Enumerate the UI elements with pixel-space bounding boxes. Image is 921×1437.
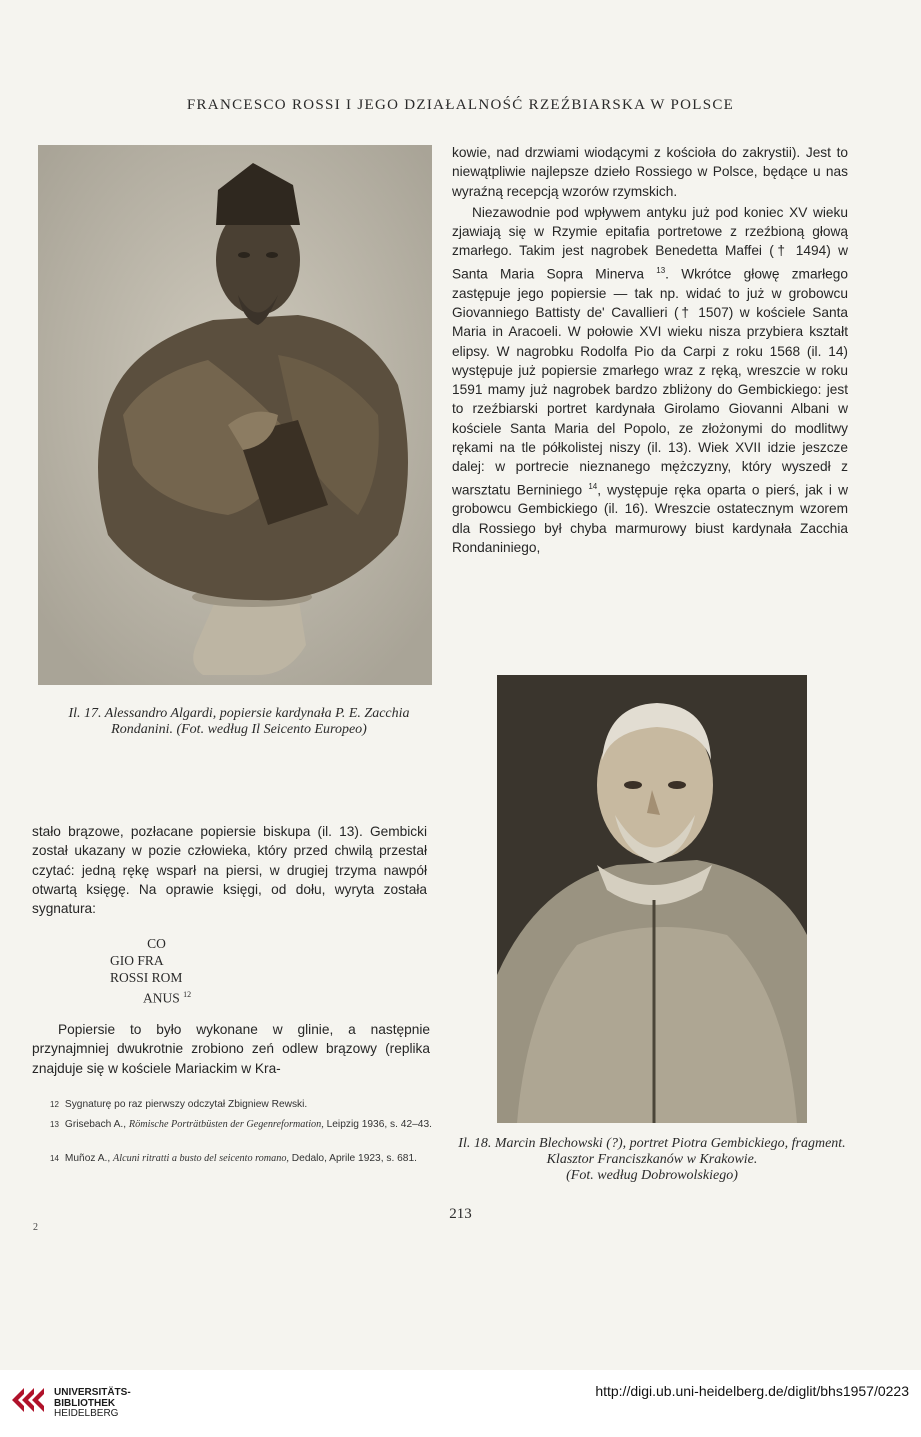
footnote-ref-14[interactable]: 14 <box>588 481 598 491</box>
signature-inscription: CO GIO FRA ROSSI ROM ANUS $^{12}$ <box>110 936 192 1006</box>
running-title: FRANCESCO ROSSI I JEGO DZIAŁALNOŚĆ RZEŹBIARSKA W POLSCE <box>186 97 735 113</box>
source-url-link[interactable]: http://digi.ub.uni-heidelberg.de/diglit/bhs1957/0223 <box>595 1383 909 1399</box>
page-number: 213 <box>449 1206 472 1222</box>
figure-18-caption: Il. 18. Marcin Blechowski (?), portret Piotra Gembickiego, fragment. Klasztor Franciszkanów w Krakowie. (Fot. według Dobrowolskiego) <box>458 1136 846 1183</box>
left-column-text <box>32 822 427 918</box>
footer-bar <box>0 1370 921 1437</box>
right-column-text <box>452 143 848 557</box>
footnote-13: 13 Grisebach A., Römische Porträtbüsten der Gegenreformation, Leipzig 1936, s. 42–43. <box>50 1119 432 1130</box>
footnote-ref-13[interactable]: 13 <box>656 265 666 275</box>
footnote-14: 14 Muñoz A., Alcuni ritratti a busto del seicento romano, Dedalo, Aprile 1923, s. 681. <box>50 1153 417 1164</box>
footnote-12: 12 Sygnaturę po raz pierwszy odczytał Zbigniew Rewski. <box>50 1099 308 1110</box>
library-name[interactable]: UNIVERSITÄTS- BIBLIOTHEK HEIDELBERG <box>54 1387 131 1419</box>
footnote-ref-12[interactable]: 12 <box>183 990 192 999</box>
right-paragraph-1: kowie, nad drzwiami wiodącymi z kościoła do zakrystii). Jest to niewątpliwie najlepsze dzieło Rossiego w Polsce, będące u nas wyraźną recepcją wzorów rzymskich. <box>452 145 848 199</box>
sheet-mark: 2 <box>33 1222 38 1233</box>
figure-18-portrait-photo <box>497 675 807 1123</box>
figure-17-bust-photo <box>38 145 432 685</box>
right-paragraph-2: Niezawodnie pod wpływem antyku już pod koniec XV wieku zjawiają się w Rzymie epitafia portretowe z rzeźbioną głową zmarłego. Takim jest nagrobek Benedetta Maffei († 1494) w Santa Maria Sopra Minerva $^{13}$. Wkrótce głowę zmarłego zastępuje jego popiersie — tak np. widać to już w grobowcu Giovanniego Battisty de' Cavallieri († 1507) w kościele Santa Maria in Aracoeli. W połowie XVI wieku nisza przybiera kształt elipsy. W nagrobku Rodolfa Pio da Carpi z roku 1568 (il. 14) występuje już popiersie zmarłego wraz z ręką, wreszcie w roku 1591 mamy już nagrobek bardzo zbliżony do Gembickiego: jest to rzeźbiarski portret kardynała Girolamo Giovanni Albani w kościele Santa Maria del Popolo, ze złożonymi do modlitwy rękami na tle półkolistej niszy (il. 13). Wiek XVII idzie jeszcze dalej: w portrecie nieznanego mężczyzny, który wyszedł z warsztatu Berniniego $^{14}$, występuje ręka oparta o pierś, jak i w grobowcu Gembickiego (il. 16). Wreszcie ostatecznym wzorem dla Rossiego był chyba marmurowy biust kardynała Zacchia Rondaniniego, <box>452 204 848 556</box>
left-paragraph-1: stało brązowe, pozłacane popiersie biskupa (il. 13). Gembicki został ukazany w pozie człowieka, który przed chwilą przestał czytać: jedną rękę wsparł na piersi, w drugiej trzyma nawpół otwartą księgę. Na oprawie księgi, od dołu, wyryta została sygnatura: <box>32 824 427 917</box>
left-column-text-2 <box>32 1020 430 1078</box>
left-paragraph-2: Popiersie to było wykonane w glinie, a następnie przynajmniej dwukrotnie zrobiono zeń odlew brązowy (replika znajduje się w kościele Mariackim w Kra- <box>32 1022 430 1076</box>
figure-17-caption: Il. 17. Alessandro Algardi, popiersie kardynała P. E. Zacchia Rondanini. (Fot. według Il Seicento Europeo) <box>68 706 410 737</box>
library-logo-icon[interactable] <box>10 1380 48 1420</box>
